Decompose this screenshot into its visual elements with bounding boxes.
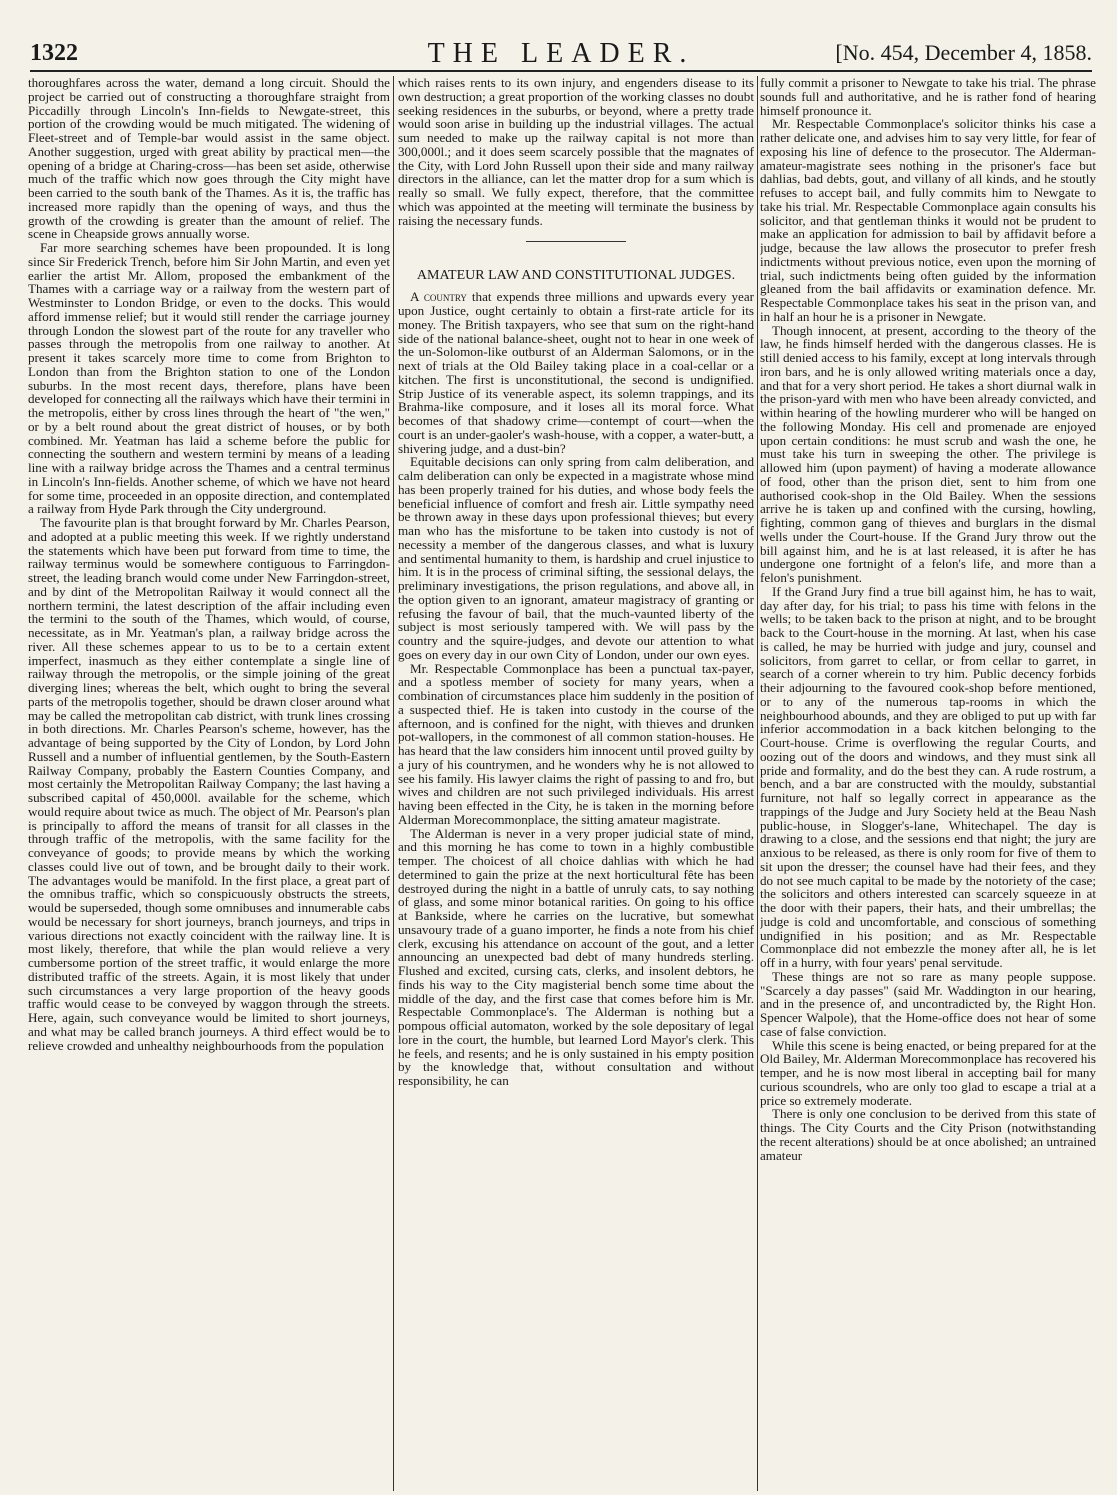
article-heading: AMATEUR LAW AND CONSTITUTIONAL JUDGES.	[416, 268, 736, 284]
column-rule	[393, 76, 394, 1491]
paragraph	[398, 290, 754, 455]
column-rule	[757, 76, 758, 1491]
column-1	[28, 76, 390, 1491]
issue-info: [No. 454, December 4, 1858.	[835, 40, 1092, 65]
paragraph: The favourite plan is that brought forward by Mr. Charles Pearson, and adopted at a public meeting this week. If we rightly understand the statements which have been put forward from time to time, the railway terminus would be somewhere contiguous to Farringdon-street, the leading branch would come under New Farringdon-street, and by dint of the Metropolitan Railway it would connect all the northern termini, the latest description of the affair including even the termini to the south of the Thames, which would, of course, necessitate, as in Mr. Yeatman's plan, a railway bridge across the river. All these schemes appear to us to be to a certain extent imperfect, inasmuch as they either contemplate a single line of railway through the metropolis, or the simple joining of the great diverging lines; whereas the belt, which ought to bring the several parts of the metropolis together, should be drawn closer around what may be called the metropolitan cab district, with trunk lines crossing in both directions. Mr. Charles Pearson's scheme, however, has the advantage of being supported by the City of London, by Lord John Russell and a number of influential gentlemen, by the South-Eastern Railway Company, probably the Eastern Counties Company, and most certainly the Metropolitan Railway Company; the last having a subscribed capital of 450,000l. available for the scheme, which would require about twice as much. The object of Mr. Pearson's plan is principally to afford the means of transit for all classes in the through traffic of the metropolis, with the same facility for the conveyance of goods; to provide means by which the working classes could live out of town, and be brought daily to their work. The advantages would be manifold. In the first place, a great part of the omnibus traffic, which so conspicuously obstructs the streets, would be superseded, though some omnibuses and innumerable cabs would be necessary for short journeys, branch journeys, and trips in various directions not exactly coincident with the railway line. It is most likely, therefore, that while the plan would relieve a very cumbersome portion of the street traffic, it would enlarge the more distributed traffic of the streets. Again, it is most likely that under such circumstances a very large proportion of the heavy goods traffic would cease to be conveyed by waggon through the streets. Here, again, such conveyance would be limited to short journeys, and what may be called branch journeys. A third effect would be to relieve crowded and unhealthy neighbourhoods from the population	[28, 515, 390, 1053]
paragraph: thoroughfares across the water, demand a long circuit. Should the project be carried out of constructing a thoroughfare straight from Piccadilly through Lincoln's Inn-fields to Newgate-street, this portion of the crowding would be much mitigated. The widening of Fleet-street and of Temple-bar would assist in the same object. Another suggestion, urged with great ability by practical men—the opening of a bridge at Charing-cross—has been set aside, otherwise much of the traffic which now goes through the City might have been carried to the south bank of the Thames. As it is, the traffic has increased more rapidly than the opening of ways, and thus the growth of the crowding is greater than the amount of relief. The scene in Cheapside grows annually worse.	[28, 76, 390, 242]
paragraph: Equitable decisions can only spring from calm deliberation, and calm deliberation can only be expected in a magistrate whose mind has been properly trained for his duties, and whose body feels the beneficial influence of comfort and fresh air. Little sympathy need be thrown away in these days upon professional thieves; but every man who has the misfortune to be taken into custody is not of necessity a member of the dangerous classes, and what is luxury and sentimental humanity to them, is hardship and cruel injustice to him. It is in the process of criminal sifting, the sessional delays, the preliminary investigations, the prison regulations, and above all, in the option given to an ignorant, amateur magistracy of granting or refusing the favour of bail, that the much-vaunted liberty of the subject is most seriously tampered with. We will pass by the country and the squire-judges, and devote our attention to what goes on every day in our own City of London, under our own eyes.	[398, 454, 754, 662]
paragraph-text: that expends three millions and upwards every year upon Justice, ought certainly to obtain a first-rate article for its money. The British taxpayers, who see that sum on the right-hand side of the national balance-sheet, ought not to hear in one week of the un-Solomon-like outburst of an Alderman Salomons, or in the next of trials at the Old Bailey taking place in a coal-cellar or a kitchen. The first is unconstitutional, the second is undignified. Strip Justice of its venerable aspect, its solemn trappings, and its Brahma-like composure, and it loses all its moral force. What becomes of that shadowy crime—contempt of court—when the court is an under-gaoler's wash-house, with a copper, a water-butt, a shivering judge, and a dust-bin?	[398, 289, 754, 456]
paragraph: Mr. Respectable Commonplace has been a punctual tax-payer, and a spotless member of society for many years, when a combination of circumstances place him suddenly in the position of a suspected thief. He is taken into custody in the course of the afternoon, and is confined for the night, with thieves and drunken pot-wallopers, in the commonest of all common station-houses. He has heard that the law considers him innocent until proved guilty by a jury of his countrymen, and he wonders why he is not allowed to see his family. His lawyer claims the right of passing to and fro, but wives and children are not such privileged individuals. His arrest having been effected in the City, he is taken in the morning before Alderman Morecommonplace, the sitting amateur magistrate.	[398, 660, 754, 827]
paragraph: There is only one conclusion to be derived from this state of things. The City Courts and the City Prison (notwithstanding the recent alterations) should be at once abolished; an untrained amateur	[760, 1106, 1096, 1163]
masthead	[30, 38, 1092, 72]
paragraph: fully commit a prisoner to Newgate to take his trial. The phrase sounds full and authoritative, and he is rather fond of hearing himself pronounce it.	[760, 76, 1096, 118]
lead-words: A country	[410, 289, 467, 305]
column-2	[398, 76, 754, 1491]
paragraph: Though innocent, at present, according to the theory of the law, he finds himself herded with the dangerous classes. He is still denied access to his family, except at long intervals through iron bars, and he is only allowed writing materials once a day, and that for a very short period. He takes a short diurnal walk in the prison-yard with men who have been already convicted, and within hearing of the howling murderer who will be hanged on the following Monday. His cell and promenade are enjoyed upon certain conditions: he must scrub and wash the one, he must take his turn in sweeping the other. The privilege is allowed him (upon payment) of having a moderate allowance of food, other than the prison diet, sent to him from one authorised cook-shop in the Old Bailey. When the sessions arrive he is taken up and confined with the cursing, howling, fighting, common gang of thieves and burglars in the dismal wells under the Court-house. If the Grand Jury throw out the bill against him, and he is at last released, it is after he has undergone one fortnight of a felon's life, and more than a felon's punishment.	[760, 322, 1096, 585]
paragraph: The Alderman is never in a very proper judicial state of mind, and this morning he has come to town in a highly combustible temper. The choicest of all choice dahlias with which he had determined to gain the prize at the next horticultural fête has been destroyed during the night in a battle of unruly cats, to say nothing of glass, and some minor botanical rarities. On going to his office at Bankside, where he carries on the lucrative, but somewhat unsavoury trade of a guano importer, he finds a note from his chief clerk, excusing his attendance on account of the gout, and a letter announcing an unexpected bad debt of many hundreds sterling. Flushed and excited, cursing cats, clerks, and insolent debtors, he finds his way to the City magisterial bench some time about the middle of the day, and the first case that comes before him is Mr. Respectable Commonplace's. The Alderman is nothing but a pompous official automaton, worked by the sole depositary of legal lore in the court, the humble, but learned Lord Mayor's clerk. This he feels, and resents; and he is only sustained in his empty position by the knowledge that, without consultation and without responsibility, he can	[398, 825, 754, 1088]
page-number: 1322	[30, 40, 78, 66]
section-divider	[526, 241, 626, 242]
paragraph: If the Grand Jury find a true bill against him, he has to wait, day after day, for his trial; to pass his time with felons in the wells; to be taken back to the prison at night, and to be brought back to the Court-house in the morning. At last, when his case is called, he may be hurried with judge and jury, counsel and solicitors, from garret to cellar, or from cellar to garret, in search of a corner wherein to try him. Public decency forbids their adjourning to the favoured cook-shop before mentioned, or to any of the numerous tap-rooms in which the neighbourhood abounds, and they are obliged to put up with far inferior accommodation in a back kitchen belonging to the Court-house. Crime is overflowing the regular Courts, and oozing out of the doors and windows, and they must sink all pride and formality, and do the best they can. A rude rostrum, a bench, and a bar are constructed with the mouldy, substantial furniture, not half so legally correct in appearance as the trappings of the Judge and Jury Society held at the Beau Nash public-house, in Slogger's-lane, Whitechapel. The day is drawing to a close, and the sessions end that night; the jury are anxious to be released, as there is only room for five of them to sit upon the dresser; the counsel have had their fees, and they do not see much capital to be made by the notoriety of the case; the solicitors and others interested can scarcely squeeze in at the door with their papers, their hats, and their umbrellas; the judge is cold and uncomfortable, and conscious of something undignified in his position; and as Mr. Respectable Commonplace did not embezzle the money after all, he is let off in a hurry, with four years' penal servitude.	[760, 583, 1096, 970]
journal-title: THE LEADER.	[427, 38, 695, 69]
paragraph: Mr. Respectable Commonplace's solicitor thinks his case a rather delicate one, and advises him to say very little, for fear of exposing his line of defence to the prosecutor. The Alderman-amateur-magistrate sees nothing in the prisoner's face but dahlias, bad debts, gout, and villany of all kinds, and he stoutly refuses to accept bail, and fully commits him to Newgate to take his trial. Mr. Respectable Commonplace again consults his solicitor, and that gentleman thinks it would not be prudent to make an application for admission to bail by affidavit before a judge, because the law allows the prosecutor to prefer fresh indictments without previous notice, even upon the morning of trial, such indictments being often guided by the information gleaned from the bail affidavits or examination defence. Mr. Respectable Commonplace takes his seat in the prison van, and in half an hour he is a prisoner in Newgate.	[760, 116, 1096, 324]
paragraph: These things are not so rare as many people suppose. "Scarcely a day passes" (said Mr. Waddington in our hearing, and in the presence of, and uncontradicted by, the Right Hon. Spencer Walpole), that the Home-office does not hear of some case of false conviction.	[760, 968, 1096, 1039]
paragraph: which raises rents to its own injury, and engenders disease to its own destruction; a great proportion of the working classes no doubt seeking residences in the suburbs, or beyond, where a pretty trade would soon arise in building up the industrial villages. The actual sum needed to make up the railway capital is not more than 300,000l.; and it does seem scarcely possible that the magnates of the City, with Lord John Russell upon their side and many railway directors in the alliance, can let the matter drop for a sum which is really so small. We fully expect, therefore, that the committee which was appointed at the meeting will terminate the business by raising the necessary funds.	[398, 76, 754, 228]
column-3	[760, 76, 1096, 1491]
paragraph: Far more searching schemes have been propounded. It is long since Sir Frederick Trench, before him Sir John Martin, and even yet earlier the artist Mr. Allom, proposed the embankment of the Thames with a carriage way or a railway from the western part of Westminster to London Bridge, or even to the docks. This would afford immense relief; but it would still render the carriage journey through London the slowest part of the route for any traveller who passes through the metropolis from one railway to another. At present it takes scarcely more time to come from Brighton to London than from the Brighton station to one of the London suburbs. In the most recent days, therefore, plans have been developed for connecting all the railways which have their termini in the metropolis, either by cross lines through the heart of "the wen," or by a belt round about the great district of houses, or by both combined. Mr. Yeatman has laid a scheme before the public for connecting the southern and western termini by means of a leading line with a railway bridge across the Thames and a central terminus in Lincoln's Inn-fields. Another scheme, of which we have not heard for some time, proceeded in an opposite direction, and contemplated a railway from Hyde Park through the City underground.	[28, 240, 390, 517]
paragraph: While this scene is being enacted, or being prepared for at the Old Bailey, Mr. Alderman Morecommonplace has recovered his temper, and he is now most liberal in accepting bail for many curious scoundrels, who are only too glad to escape a trial at a price so extremely moderate.	[760, 1037, 1096, 1108]
